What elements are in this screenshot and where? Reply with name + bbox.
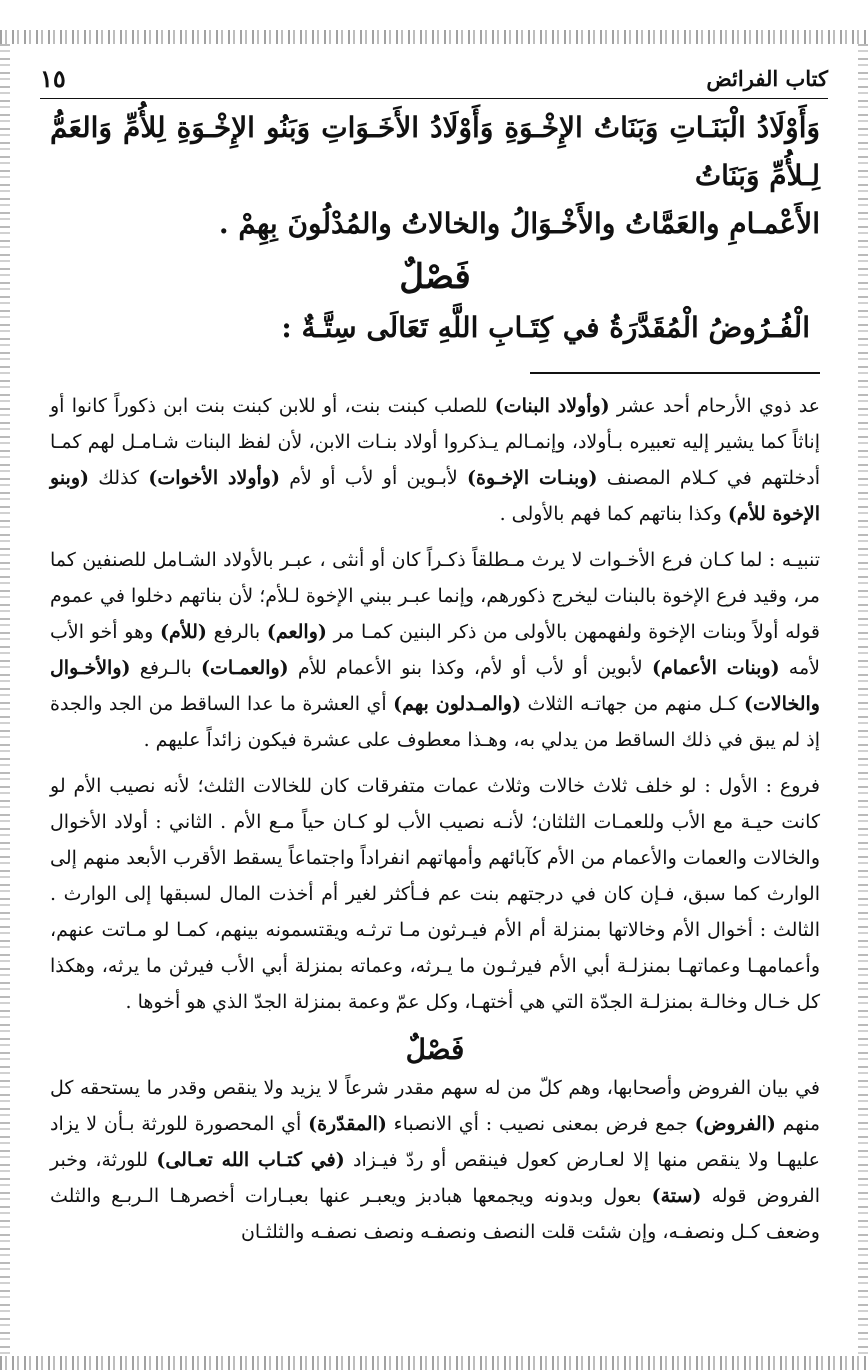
bold-term: (وبنو الإخوة للأم) xyxy=(50,467,820,525)
bold-term: (وأولاد البنات) xyxy=(494,395,610,417)
sharh-paragraph-2 xyxy=(50,542,820,758)
bold-term: (والعم) xyxy=(266,621,327,643)
bold-term: (وبنـات الإخـوة) xyxy=(467,467,598,489)
text-run: لأبـوين أو لأب أو لأم xyxy=(279,467,468,489)
fasl-heading: فَصْلٌ xyxy=(399,257,471,297)
text-run: وكذا بناتهم كما فهم بالأولى . xyxy=(499,503,728,525)
bold-term: (والأخـوال والخالات) xyxy=(50,657,820,715)
text-run: للورثة، وخبر الفروض قوله xyxy=(50,1149,820,1207)
furud-line: الْفُـرُوضُ الْمُقَدَّرَةُ في كِتَـابِ اللَّهِ تَعَالَى سِتَّـةٌ : xyxy=(281,311,810,344)
ornamental-border-top xyxy=(0,30,868,44)
text-run: أي المحصورة للورثة بـأن لا يزاد عليهـا ولا ينقص منها إلا لعـارض كعول فينقص أو ردّ فيـزاد xyxy=(50,1113,820,1171)
text-run: بالرفع xyxy=(206,621,267,643)
page-title: كتاب الفرائض xyxy=(706,65,828,91)
bold-term: (الفروض) xyxy=(694,1113,776,1135)
page-content xyxy=(50,104,820,1260)
text-run: فروع : الأول : لو خلف ثلاث خالات وثلاث عمات متفرقات كان للخالات الثلث؛ لأنه نصيب الأم لو كانت حيـة مع الأب وللعمـات الثلثان؛ لأنـه نصيب الأب لو كـان حياً مـع الأم . الثاني : أولاد الأخوال والخالات والعمات والأعمام من الأم كآبائهم وأمهاتهم انفراداً واجتماعاً يسقط الأقرب الأبعد منهم إلى الوارث كما سبق، فـإن كان في درجتهم بنت عم فـأكثر لغير أم أخذت المال لسبقها إلى الوارث . الثالث : أخوال الأم وخالاتها بمنزلة أم الأم فيـرثون مـا ترثـه ويقتسمونه بينهم، كمـا لو مـاتت عنهم، وأعمامهـا وعماتهـا بمنزلـة أبي الأم فيرثـون ما يـرثه، وعماته بمنزلة أبي الأب فيرثن ما يرثه، وهكذا كل خـال وخالـة بمنزلـة الجدّة التي هي أختهـا، وكل عمّ وعمة بمنزلة الجدّ الذي هو أخوها . xyxy=(50,775,820,1013)
ornamental-border-left xyxy=(0,44,10,1356)
page-header xyxy=(40,58,828,99)
bold-term: (والمـدلون بهم) xyxy=(393,693,522,715)
text-run: لأبوين أو لأب أو لأم، وكذا بنو الأعمام للأم xyxy=(288,657,652,679)
bold-term: (في كتـاب الله تعـالى) xyxy=(156,1149,345,1171)
bold-term: (ستة) xyxy=(651,1185,702,1207)
bold-term: (والعمـات) xyxy=(201,657,289,679)
sharh-paragraph-3 xyxy=(50,768,820,1020)
text-run: كـل منهم من جهاتـه الثلاث xyxy=(521,693,744,715)
bold-term: (وبنات الأعمام) xyxy=(651,657,780,679)
text-run: عد ذوي الأرحام أحد عشر xyxy=(609,395,821,417)
text-run: في بيان الفروض وأصحابها، وهم كلّ من له سهم مقدر شرعاً لا يزيد ولا ينقص وقدر ما يستحقه كل منهم xyxy=(50,1077,820,1135)
text-run: بالـرفع xyxy=(130,657,202,679)
sharh-paragraph-4 xyxy=(50,1070,820,1250)
bold-term: (للأم) xyxy=(159,621,207,643)
page-number: ١٥ xyxy=(40,63,66,93)
text-run: أي العشرة ما عدا الساقط من الجد والجدة إذ لم يبق في ذلك الساقط من يدلي به، وهـذا معطوف على عشرة فيكون زائداً عليهم . xyxy=(50,693,820,751)
matn-line-1: وَأَوْلَادُ الْبَنَـاتِ وَبَنَاتُ الإِخْـوَةِ وَأَوْلَادُ الأَخَـوَاتِ وَبَنُو الإِخْـوَةِ لِلأُمِّ وَالعَمُّ لِـلأُمِّ وَبَنَاتُ xyxy=(50,111,820,192)
text-run: للصلب كبنت بنت، أو للابن كبنت بنت ابن ذكوراً كانوا أو إناثاً كما يشير إليه تعبيره بـأولاد، وإنمـالم يـذكروا أولاد بنـات الابن، لأن لفظ البنات شـامـل لهم كمـا أدخلتهم في كـلام المصنف xyxy=(50,395,820,489)
footnote-divider xyxy=(530,372,820,374)
bold-term: (وأولاد الأخوات) xyxy=(148,467,280,489)
text-run: كذلك xyxy=(89,467,149,489)
text-run: بعول وبدونه ويجمعها هبادبز ويعبـر عنها بعبـارات أخصرهـا الـربـع والثلث وضعف كـل ونصفـه، وإن شئت قلت النصف ونصفـه ونصف نصفـه والثلثـان xyxy=(50,1185,820,1243)
ornamental-border-right xyxy=(858,44,868,1356)
text-run: جمع فرض بمعنى نصيب : أي الانصباء xyxy=(386,1113,695,1135)
sharh-paragraph-1 xyxy=(50,388,820,532)
ornamental-border-bottom xyxy=(0,1356,868,1370)
text-run: وهو أخو الأب لأمه xyxy=(50,621,820,679)
text-run: تنبيـه : لما كـان فرع الأخـوات لا يرث مـطلقاً ذكـراً كان أو أنثى ، عبـر بالأولاد الشـامل للصنفين كما مر، وقيد فرع الإخوة بالبنات ليخرج ذكورهم، وإنما عبـر ببني الإخوة لـلأم؛ لأن بناتهم دخلوا في عموم قوله أولاً وبنات الإخوة ولفهمهن بالأولى من ذكر البنين كمـا مر xyxy=(50,549,820,643)
matn-line-2: الأَعْمـامِ والعَمَّاتُ والأَخْـوَالُ والخالاتُ والمُدْلُونَ بِهِمْ . xyxy=(218,207,820,240)
bold-term: (المقدّرة) xyxy=(308,1113,387,1135)
fasl-small-heading: فَصْلٌ xyxy=(405,1033,465,1066)
